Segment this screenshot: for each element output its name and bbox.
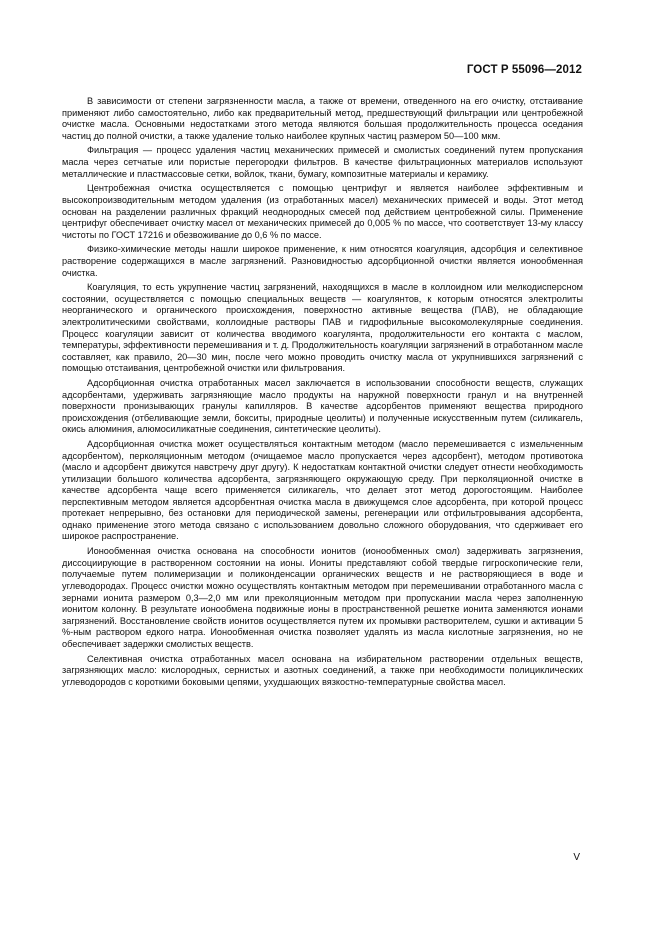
paragraph-ion-exchange: Ионообменная очистка основана на способности ионитов (ионообменных смол) задерживать загрязнения, диссоциирующие в растворенном состоянии на ионы. Иониты представляют собой твердые гигроскопические гели, получаемые путем полимеризации и поликонденсации органических веществ и не растворяющиеся в воде и углеводородах. Процесс очистки можно осуществлять контактным методом при перемешивании отработанного масла с зернами ионита размером 0,3—2,0 мм или преколяционным методом при пропускании масла через заполненную ионитом колонну. В результате ионообмена подвижные ионы в пространственной решетке ионита заменяются ионами загрязнений. Восстановление свойств ионитов осуществляется путем их промывки растворителем, сушки и активации 5 %-ным раствором едкого натра. Ионообменная очистка позволяет удалять из масла кислотные загрязнения, но не обеспечивает задержки смолистых веществ. [62, 546, 583, 649]
page-number: V [573, 852, 580, 863]
paragraph-settling: В зависимости от степени загрязненности масла, а также от времени, отведенного на его очистку, отстаивание применяют либо самостоятельно, либо как предварительный метод, предшествующий фильтрации или центробежной очистке масла. Основными недостатками этого метода являются большая продолжительность процесса оседания частиц до полной очистки, а также удаление только наиболее крупных частиц размером 50—100 мкм. [62, 96, 583, 141]
paragraph-filtration: Фильтрация — процесс удаления частиц механических примесей и смолистых соединений путем пропускания масла через сетчатые или пористые перегородки фильтров. В качестве фильтрационных материалов используют металлические и пластмассовые сетки, войлок, ткани, бумагу, композитные материалы и керамику. [62, 145, 583, 179]
paragraph-physico-chemical: Физико-химические методы нашли широкое применение, к ним относятся коагуляция, адсорбция и селективное растворение содержащихся в масле загрязнений. Разновидностью адсорбционной очистки является ионообменная очистка. [62, 244, 583, 278]
paragraph-adsorption: Адсорбционная очистка отработанных масел заключается в использовании способности веществ, служащих адсорбентами, удерживать загрязняющие масло продукты на наружной поверхности гранул и на внутренней поверхности пронизывающих гранулы капилляров. В качестве адсорбентов применяют вещества природного происхождения (отбеливающие земли, бокситы, природные цеолиты) и полученные искусственным путем (силикагель, окись алюминия, алюмосиликатные соединения, синтетические цеолиты). [62, 378, 583, 435]
document-body [62, 96, 583, 691]
document-standard-id: ГОСТ Р 55096—2012 [466, 64, 582, 76]
paragraph-adsorption-methods: Адсорбционная очистка может осуществляться контактным методом (масло перемешивается с измельченным адсорбентом), перколяционным методом (очищаемое масло пропускается через адсорбент), методом противотока (масло и адсорбент движутся навстречу друг другу). К недостаткам контактной очистки следует отнести необходимость утилизации большого количества адсорбента, загрязняющего окружающую среду. При перколяционной очистке в качестве адсорбента чаще всего применяется силикагель, что делает этот метод дорогостоящим. Наиболее перспективным методом является адсорбентная очистка масла в движущемся слое адсорбента, при которой процесс протекает непрерывно, без остановки для периодической замены, регенерации или отфильтровывания адсорбента, однако применение этого метода связано с использованием довольно сложного оборудования, что сдерживает его широкое распространение. [62, 439, 583, 542]
paragraph-centrifugal: Центробежная очистка осуществляется с помощью центрифуг и является наиболее эффективным и высокопроизводительным методом удаления (из отработанных масел) механических примесей и воды. Этот метод основан на разделении различных фракций неоднородных смесей под действием центробежной силы. Применение центрифуг обеспечивает очистку масел от механических примесей до 0,005 % по массе, что соответствует 13-му классу чистоты по ГОСТ 17216 и обезвоживание до 0,6 % по массе. [62, 183, 583, 240]
paragraph-coagulation: Коагуляция, то есть укрупнение частиц загрязнений, находящихся в масле в коллоидном или мелкодисперсном состоянии, осуществляется с помощью специальных веществ — коагулянтов, к которым относятся электролиты неорганического и органического происхождения, поверхностно активные вещества (ПАВ), не обладающие электролитическими свойствами, коллоидные растворы ПАВ и гидрофильные высокомолекулярные соединения. Процесс коагуляции зависит от количества вводимого коагулянта, продолжительности его контакта с маслом, температуры, эффективности перемешивания и т. д. Продолжительность коагуляции загрязнений в отработанном масле составляет, как правило, 20—30 мин, после чего можно проводить очистку масла от укрупнившихся загрязнений с помощью отстаивания, центробежной очистки или фильтрования. [62, 282, 583, 374]
paragraph-selective: Селективная очистка отработанных масел основана на избирательном растворении отдельных веществ, загрязняющих масло: кислородных, сернистых и азотных соединений, а также при необходимости полициклических углеводородов с короткими боковыми цепями, ухудшающих вязкостно-температурные свойства масел. [62, 653, 583, 687]
